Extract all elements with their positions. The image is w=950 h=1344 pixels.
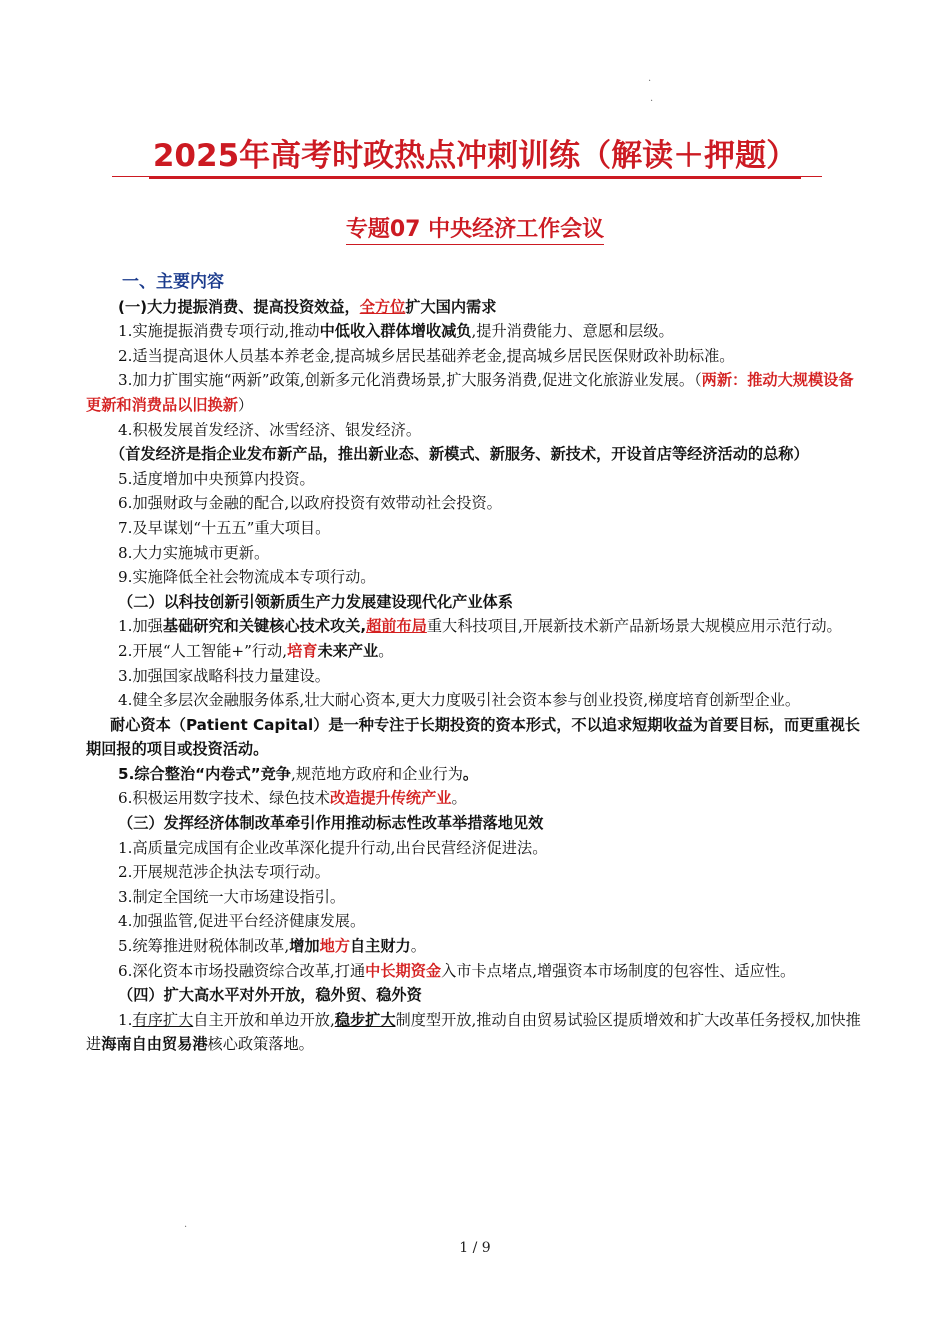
- subsection-heading: （四）扩大高水平对外开放，稳外贸、稳外资: [118, 986, 422, 1005]
- list-item: 9.实施降低全社会物流成本专项行动。: [118, 568, 376, 587]
- list-item: 3.加强国家战略科技力量建设。: [118, 666, 330, 685]
- list-item: 1.高质量完成国有企业改革深化提升行动,出台民营经济促进法。: [118, 838, 548, 857]
- list-item: 6.加强财政与金融的配合,以政府投资有效带动社会投资。: [118, 494, 502, 513]
- list-item: 4.加强监管,促进平台经济健康发展。: [118, 912, 366, 931]
- section-heading: 一、主要内容: [122, 272, 224, 292]
- decorative-mark: ·: [650, 96, 654, 107]
- list-item: 5.综合整治“内卷式”竞争,规范地方政府和企业行为。: [118, 764, 479, 783]
- note-paragraph: （首发经济是指企业发布新产品，推出新业态、新模式、新服务、新技术，开设首店等经济活动的总称）: [110, 445, 809, 464]
- decorative-mark: ·: [184, 1222, 188, 1233]
- document-body: [86, 270, 866, 1057]
- list-item: 6.深化资本市场投融资综合改革,打通中长期资金入市卡点堵点,增强资本市场制度的包容性、适应性。: [118, 961, 796, 980]
- note-paragraph: 耐心资本（Patient Capital）是一种专注于长期投资的资本形式，不以追求短期收益为首要目标，而更重视长期回报的项目或投资活动。: [86, 715, 860, 759]
- decorative-mark: ·: [648, 76, 652, 87]
- list-item: 6.积极运用数字技术、绿色技术改造提升传统产业。: [118, 789, 467, 808]
- list-item: 8.大力实施城市更新。: [118, 543, 270, 562]
- list-item: 4.积极发展首发经济、冰雪经济、银发经济。: [118, 420, 422, 439]
- page-title: 2025年高考时政热点冲刺训练（解读＋押题）: [0, 130, 950, 175]
- list-item: 4.健全多层次金融服务体系,壮大耐心资本,更大力度吸引社会资本参与创业投资,梯度培育创新型企业。: [118, 691, 801, 710]
- list-item: 3.制定全国统一大市场建设指引。: [118, 887, 346, 906]
- topic-title: 专题07 中央经济工作会议: [0, 212, 950, 243]
- list-item: 5.统筹推进财税体制改革,增加地方自主财力。: [118, 937, 426, 956]
- list-item: 3.加力扩围实施“两新”政策,创新多元化消费场景,扩大服务消费,促进文化旅游业发展。（两新：推动大规模设备更新和消费品以旧换新）: [86, 371, 854, 414]
- list-item: 2.开展规范涉企执法专项行动。: [118, 863, 330, 882]
- list-item: 1.实施提振消费专项行动,推动中低收入群体增收减负,提升消费能力、意愿和层级。: [118, 322, 674, 341]
- list-item: 1.有序扩大自主开放和单边开放,稳步扩大制度型开放,推动自由贸易试验区提质增效和扩大改革任务授权,加快推进海南自由贸易港核心政策落地。: [86, 1010, 861, 1054]
- list-item: 7.及早谋划“十五五”重大项目。: [118, 518, 331, 537]
- list-item: 5.适度增加中央预算内投资。: [118, 469, 315, 488]
- subsection-heading: （三）发挥经济体制改革牵引作用推动标志性改革举措落地见效: [118, 814, 544, 833]
- title-underline: [112, 176, 822, 177]
- page-number: 1 / 9: [459, 1240, 491, 1256]
- subsection-heading: （二）以科技创新引领新质生产力发展建设现代化产业体系: [118, 592, 513, 611]
- list-item: 1.加强基础研究和关键核心技术攻关,超前布局重大科技项目,开展新技术新产品新场景大规模应用示范行动。: [118, 617, 842, 636]
- subsection-heading: (一)大力提振消费、提高投资效益，全方位扩大国内需求: [118, 297, 497, 316]
- list-item: 2.适当提高退休人员基本养老金,提高城乡居民基础养老金,提高城乡居民医保财政补助标准。: [118, 346, 735, 365]
- list-item: 2.开展“人工智能+”行动,培育未来产业。: [118, 641, 394, 660]
